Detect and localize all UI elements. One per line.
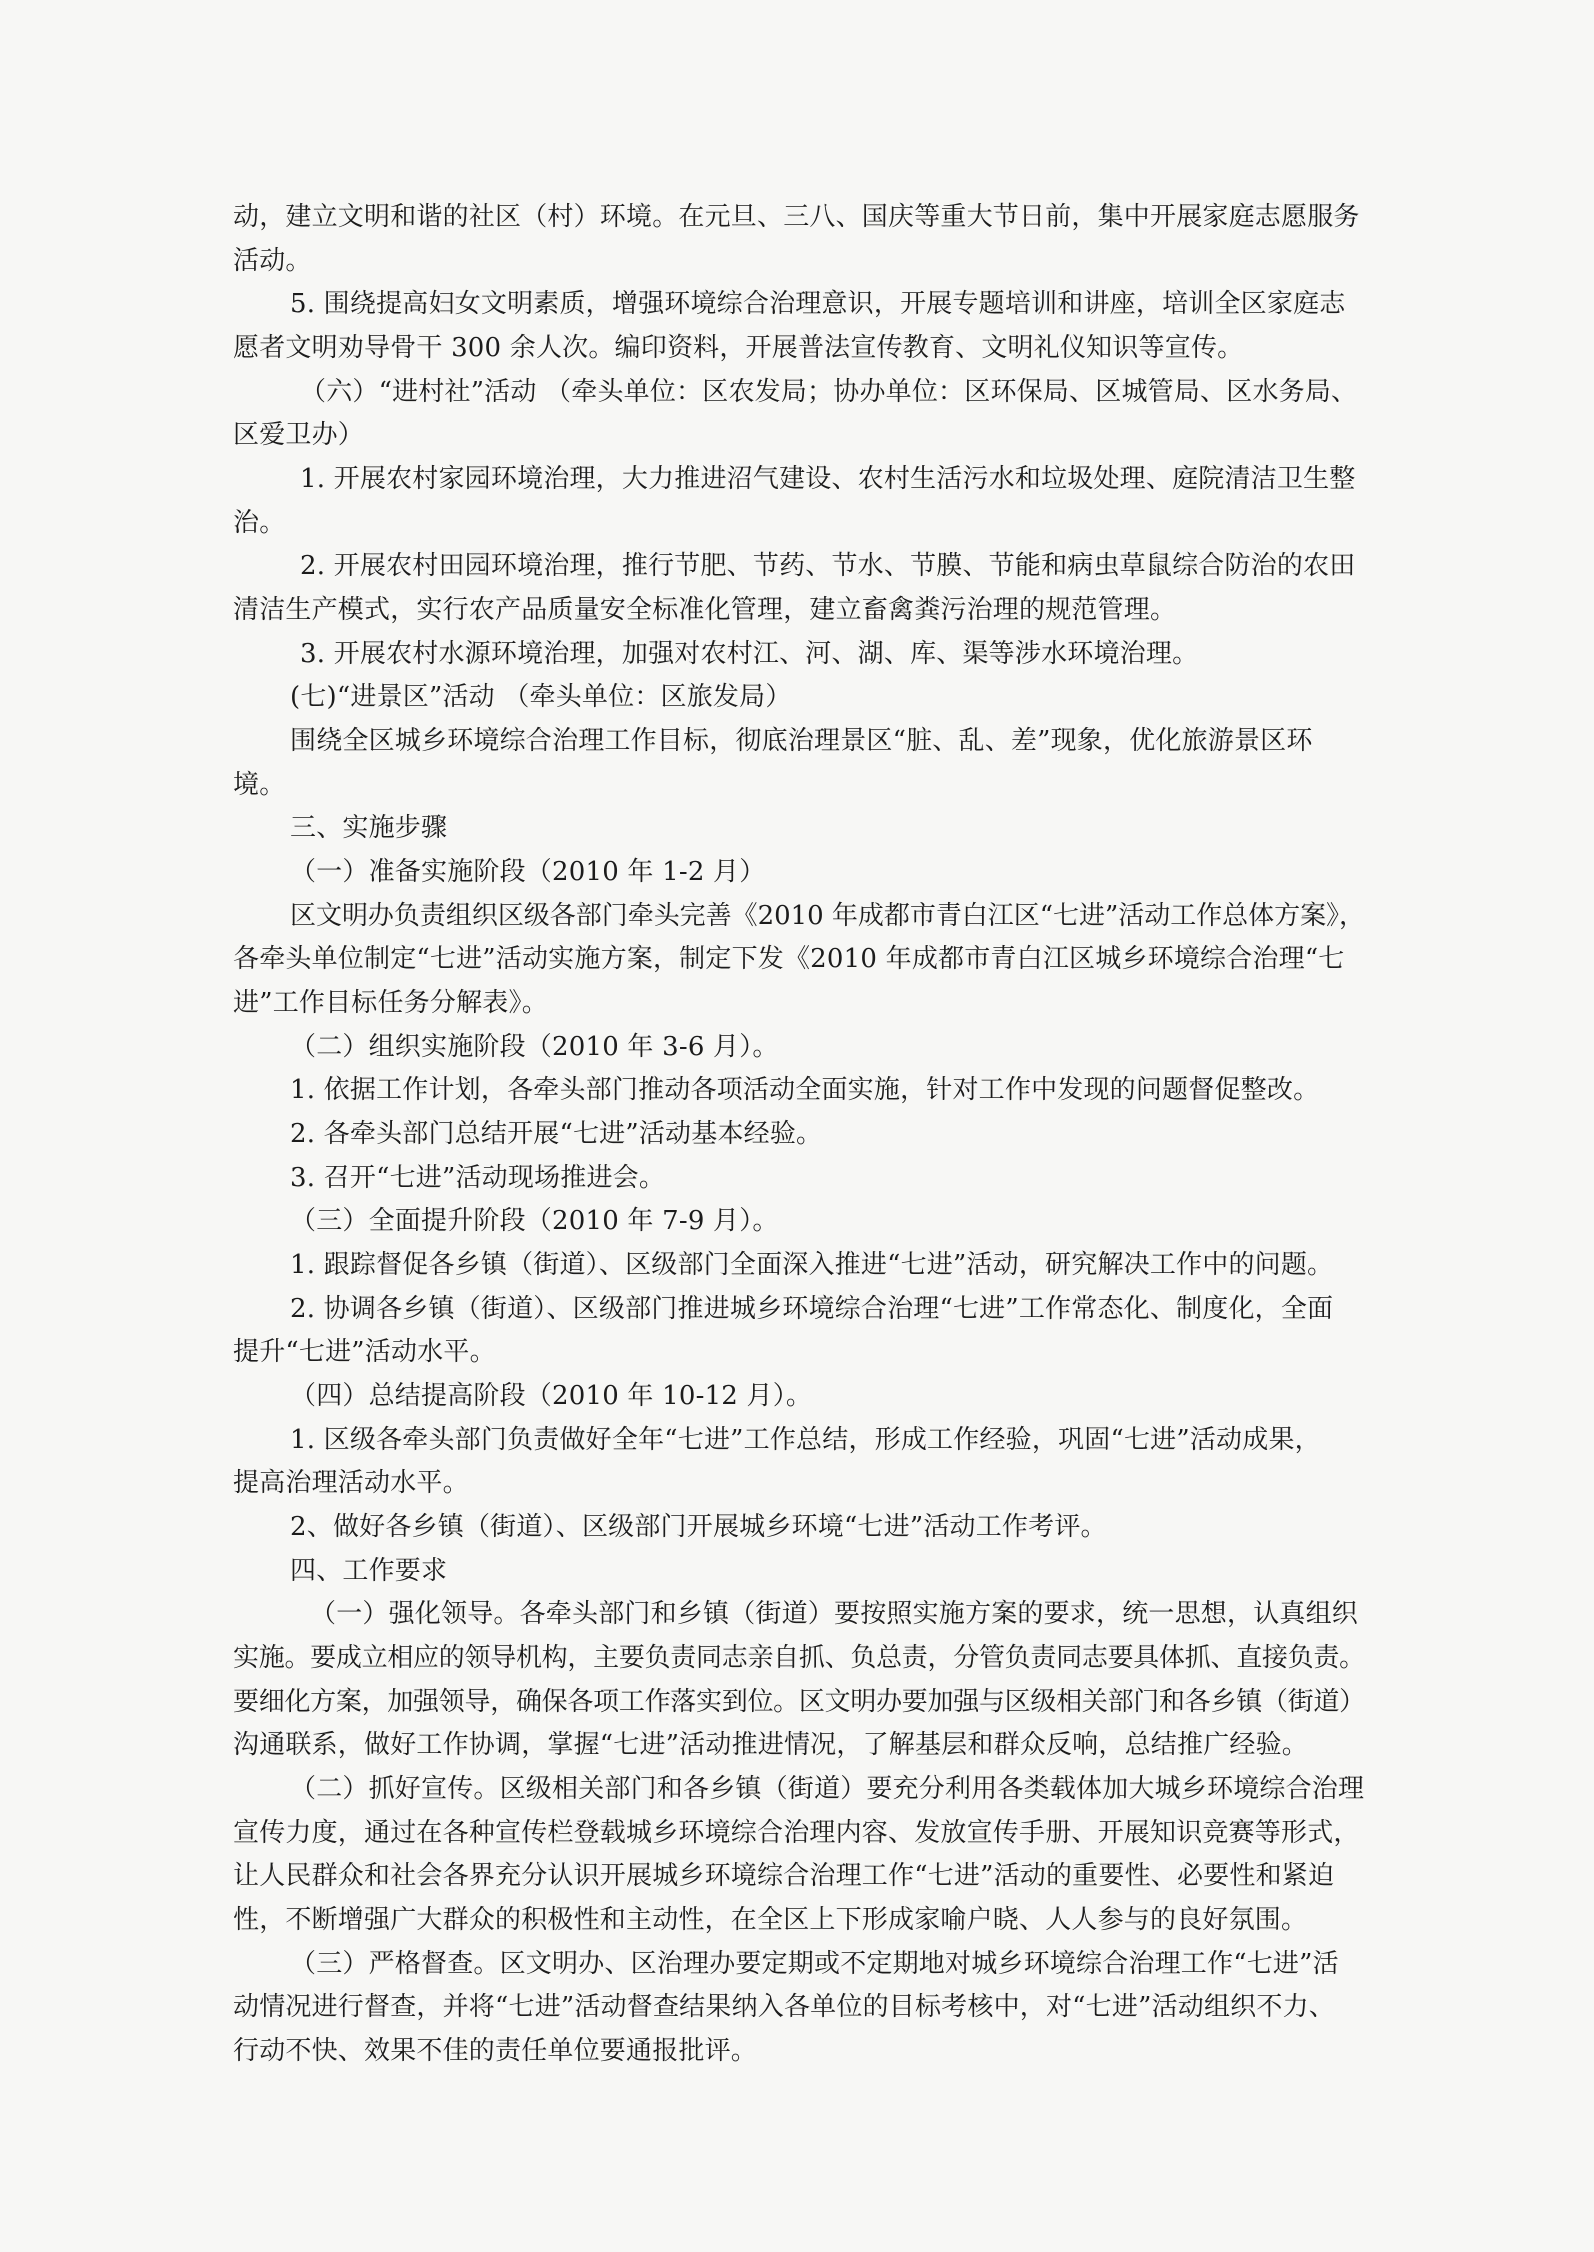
text-line: 各牵头单位制定“七进”活动实施方案，制定下发《2010 年成都市青白江区城乡环境综合治理“七 — [233, 944, 1345, 974]
text-line: 3. 开展农村水源环境治理，加强对农村江、河、湖、库、渠等涉水环境治理。 — [300, 639, 1199, 669]
text-line: 1. 区级各牵头部门负责做好全年“七进”工作总结，形成工作经验，巩固“七进”活动成果， — [290, 1425, 1321, 1455]
text-line: 进”工作目标任务分解表》。 — [233, 988, 548, 1018]
chapter-heading: 四、工作要求 — [290, 1556, 448, 1586]
text-line: 1. 依据工作计划，各牵头部门推动各项活动全面实施，针对工作中发现的问题督促整改。 — [290, 1075, 1320, 1105]
text-line: 治。 — [233, 508, 286, 538]
chapter-heading: 三、实施步骤 — [290, 813, 448, 843]
text-line: 2. 各牵头部门总结开展“七进”活动基本经验。 — [290, 1119, 823, 1149]
text-line: （二）抓好宣传。区级相关部门和各乡镇（街道）要充分利用各类载体加大城乡环境综合治理 — [290, 1774, 1365, 1804]
text-line: 提高治理活动水平。 — [233, 1468, 469, 1498]
text-line: 动情况进行督查，并将“七进”活动督查结果纳入各单位的目标考核中，对“七进”活动组织不力、 — [233, 1992, 1335, 2022]
text-line: 活动。 — [233, 246, 312, 276]
text-line: 区文明办负责组织区级各部门牵头完善《2010 年成都市青白江区“七进”活动工作总体方案》， — [290, 901, 1366, 931]
text-line: 清洁生产模式，实行农产品质量安全标准化管理，建立畜禽粪污治理的规范管理。 — [233, 595, 1177, 625]
text-line: 5. 围绕提高妇女文明素质，增强环境综合治理意识，开展专题培训和讲座，培训全区家庭志 — [290, 289, 1346, 319]
text-line: 1. 跟踪督促各乡镇（街道）、区级部门全面深入推进“七进”活动，研究解决工作中的问题。 — [290, 1250, 1334, 1280]
text-line: （三）严格督查。区文明办、区治理办要定期或不定期地对城乡环境综合治理工作“七进”活 — [290, 1949, 1339, 1979]
section-heading: （一）准备实施阶段（2010 年 1-2 月） — [290, 857, 766, 887]
text-line: 提升“七进”活动水平。 — [233, 1337, 496, 1367]
text-line: 实施。要成立相应的领导机构，主要负责同志亲自抓、负总责，分管负责同志要具体抓、直接负责。 — [233, 1643, 1365, 1673]
text-line: 让人民群众和社会各界充分认识开展城乡环境综合治理工作“七进”活动的重要性、必要性和紧迫 — [233, 1861, 1335, 1891]
text-line: 2. 开展农村田园环境治理，推行节肥、节药、节水、节膜、节能和病虫草鼠综合防治的农田 — [300, 551, 1356, 581]
text-line: 宣传力度，通过在各种宣传栏登载城乡环境综合治理内容、发放宣传手册、开展知识竞赛等形式， — [233, 1818, 1360, 1848]
text-line: 动，建立文明和谐的社区（村）环境。在元旦、三八、国庆等重大节日前，集中开展家庭志愿服务 — [233, 202, 1360, 232]
text-line: 要细化方案，加强领导，确保各项工作落实到位。区文明办要加强与区级相关部门和各乡镇（街道） — [233, 1687, 1365, 1717]
text-line: 1. 开展农村家园环境治理，大力推进沼气建设、农村生活污水和垃圾处理、庭院清洁卫生整 — [300, 464, 1356, 494]
text-line: 2、做好各乡镇（街道）、区级部门开展城乡环境“七进”活动工作考评。 — [290, 1512, 1107, 1542]
text-line: （一）强化领导。各牵头部门和乡镇（街道）要按照实施方案的要求，统一思想，认真组织 — [310, 1599, 1359, 1629]
text-line: 性，不断增强广大群众的积极性和主动性，在全区上下形成家喻户晓、人人参与的良好氛围。 — [233, 1905, 1308, 1935]
section-heading: （三）全面提升阶段（2010 年 7-9 月）。 — [290, 1206, 779, 1236]
section-heading: (七)“进景区”活动 （牵头单位：区旅发局） — [290, 682, 792, 712]
section-heading: （四）总结提高阶段（2010 年 10-12 月）。 — [290, 1381, 813, 1411]
text-line: 2. 协调各乡镇（街道）、区级部门推进城乡环境综合治理“七进”工作常态化、制度化，全面 — [290, 1294, 1334, 1324]
text-line: 境。 — [233, 770, 286, 800]
text-line: 3. 召开“七进”活动现场推进会。 — [290, 1163, 666, 1193]
text-line: 区爱卫办） — [233, 420, 365, 450]
text-line: 沟通联系，做好工作协调，掌握“七进”活动推进情况，了解基层和群众反响，总结推广经验。 — [233, 1730, 1308, 1760]
section-heading: （六）“进村社”活动 （牵头单位：区农发局；协办单位：区环保局、区城管局、区水务局、 — [300, 377, 1358, 407]
section-heading: （二）组织实施阶段（2010 年 3-6 月）。 — [290, 1032, 779, 1062]
text-line: 行动不快、效果不佳的责任单位要通报批评。 — [233, 2036, 758, 2066]
text-line: 围绕全区城乡环境综合治理工作目标，彻底治理景区“脏、乱、差”现象，优化旅游景区环 — [290, 726, 1313, 756]
text-line: 愿者文明劝导骨干 300 余人次。编印资料，开展普法宣传教育、文明礼仪知识等宣传。 — [233, 333, 1244, 363]
